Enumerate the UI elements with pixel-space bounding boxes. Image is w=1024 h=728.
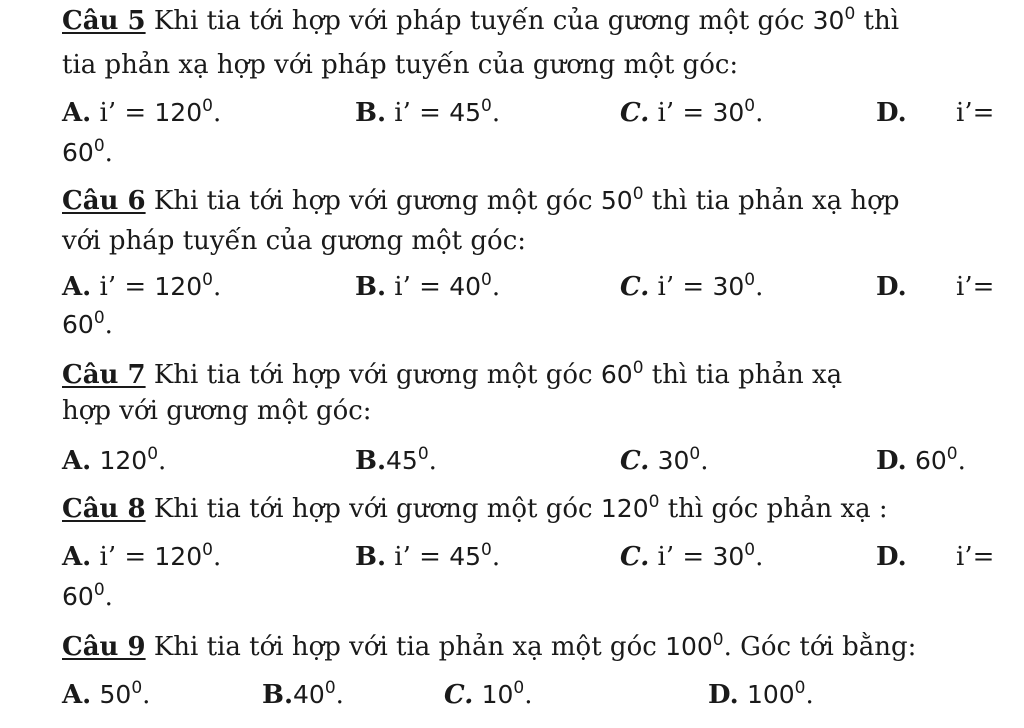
question-6-line-1 bbox=[62, 186, 899, 216]
option-value: 120 bbox=[154, 542, 203, 571]
question-5-option-d-prefix bbox=[956, 98, 994, 128]
option-suffix: . bbox=[335, 680, 344, 710]
option-prefix: i’ = bbox=[91, 98, 155, 128]
question-5-label: Câu 5 bbox=[62, 6, 146, 36]
option-prefix: i’= bbox=[956, 98, 995, 128]
option-degree: 0 bbox=[93, 136, 105, 156]
question-7-option-b[interactable] bbox=[355, 446, 437, 476]
option-letter: B. bbox=[355, 98, 387, 128]
option-letter: A. bbox=[62, 272, 92, 302]
option-suffix: . bbox=[524, 680, 533, 710]
question-9-angle: 100 bbox=[665, 632, 713, 661]
option-value: 30 bbox=[712, 98, 745, 127]
option-value: 45 bbox=[449, 98, 482, 127]
option-value: 50 bbox=[99, 680, 132, 709]
option-degree: 0 bbox=[946, 444, 958, 464]
question-5-line-2: tia phản xạ hợp với pháp tuyến của gương một góc: bbox=[62, 50, 739, 80]
question-8-option-c[interactable] bbox=[620, 542, 763, 572]
option-suffix: . bbox=[104, 310, 113, 340]
question-9-text: Khi tia tới hợp với tia phản xạ một góc bbox=[145, 632, 666, 662]
question-7-option-d[interactable] bbox=[876, 446, 966, 476]
question-9-option-c[interactable] bbox=[444, 680, 532, 710]
question-5-degree: 0 bbox=[844, 4, 856, 24]
option-prefix: i’ = bbox=[91, 272, 155, 302]
option-letter: B. bbox=[262, 680, 294, 710]
question-5-line-1 bbox=[62, 6, 899, 36]
question-6-option-c[interactable] bbox=[620, 272, 763, 302]
option-suffix: . bbox=[491, 542, 501, 572]
option-prefix bbox=[91, 446, 99, 476]
question-7-line-2: hợp với gương một góc: bbox=[62, 396, 372, 426]
question-8-text-end: thì góc phản xạ : bbox=[659, 494, 888, 524]
option-degree: 0 bbox=[689, 444, 701, 464]
option-suffix: . bbox=[700, 446, 709, 476]
option-prefix: i’ = bbox=[649, 98, 713, 128]
option-value: 120 bbox=[154, 98, 203, 127]
option-value: 60 bbox=[62, 310, 94, 339]
option-prefix: i’ = bbox=[649, 272, 713, 302]
question-7-label: Câu 7 bbox=[62, 360, 146, 390]
option-degree: 0 bbox=[481, 540, 492, 560]
option-letter: A. bbox=[62, 98, 92, 128]
option-value: 30 bbox=[712, 272, 745, 301]
question-5-option-a[interactable] bbox=[62, 98, 221, 128]
question-9-line-1 bbox=[62, 632, 916, 662]
option-suffix: . bbox=[212, 272, 222, 302]
option-value: 120 bbox=[99, 446, 148, 475]
option-suffix: . bbox=[805, 680, 814, 710]
option-suffix: . bbox=[212, 542, 222, 572]
option-letter: A. bbox=[62, 446, 92, 476]
option-degree: 0 bbox=[744, 270, 756, 290]
question-7-text: Khi tia tới hợp với gương một góc bbox=[145, 360, 601, 390]
option-letter: A. bbox=[62, 542, 92, 572]
option-prefix: i’ = bbox=[91, 542, 155, 572]
option-letter: D. bbox=[876, 98, 907, 128]
question-8-option-b[interactable] bbox=[355, 542, 500, 572]
question-9-option-b[interactable] bbox=[262, 680, 344, 710]
option-letter: C. bbox=[620, 272, 650, 302]
question-5-text-end: thì bbox=[855, 6, 900, 36]
option-letter: D. bbox=[876, 446, 907, 476]
question-9-label: Câu 9 bbox=[62, 632, 146, 662]
option-degree: 0 bbox=[93, 308, 105, 328]
question-9-text-end: . Góc tới bằng: bbox=[723, 632, 917, 662]
option-suffix: . bbox=[212, 98, 222, 128]
option-letter: D. bbox=[708, 680, 739, 710]
question-8-degree: 0 bbox=[648, 492, 660, 512]
question-6-angle: 50 bbox=[600, 186, 633, 215]
question-6-option-b[interactable] bbox=[355, 272, 500, 302]
option-suffix: . bbox=[104, 138, 113, 168]
question-8-option-d-prefix bbox=[956, 542, 994, 572]
option-suffix: . bbox=[491, 98, 501, 128]
question-9-degree: 0 bbox=[712, 630, 724, 650]
option-letter: C. bbox=[620, 446, 650, 476]
option-letter: C. bbox=[620, 542, 650, 572]
option-degree: 0 bbox=[131, 678, 143, 698]
option-suffix: . bbox=[755, 272, 764, 302]
question-6-degree: 0 bbox=[632, 184, 644, 204]
option-prefix: i’ = bbox=[386, 98, 450, 128]
question-8-option-a[interactable] bbox=[62, 542, 221, 572]
question-5-angle: 30 bbox=[812, 6, 845, 35]
option-value: 40 bbox=[293, 680, 325, 709]
option-degree: 0 bbox=[202, 540, 213, 560]
option-value: 100 bbox=[746, 680, 795, 709]
option-suffix: . bbox=[104, 582, 113, 612]
option-suffix: . bbox=[755, 98, 764, 128]
option-suffix: . bbox=[142, 680, 151, 710]
question-7-angle: 60 bbox=[600, 360, 633, 389]
option-value: 40 bbox=[449, 272, 482, 301]
option-degree: 0 bbox=[417, 444, 429, 464]
question-8-angle: 120 bbox=[600, 494, 649, 523]
question-7-text-end: thì tia phản xạ bbox=[643, 360, 843, 390]
option-value: 120 bbox=[154, 272, 203, 301]
option-prefix: i’ = bbox=[386, 542, 450, 572]
question-5-option-c[interactable] bbox=[620, 98, 763, 128]
option-value: 30 bbox=[657, 446, 690, 475]
question-8-option-d-value bbox=[62, 582, 113, 612]
question-7-option-a[interactable] bbox=[62, 446, 166, 476]
option-value: 45 bbox=[386, 446, 418, 475]
option-degree: 0 bbox=[202, 96, 213, 116]
question-6-option-a[interactable] bbox=[62, 272, 221, 302]
question-5-option-b[interactable] bbox=[355, 98, 500, 128]
option-prefix bbox=[649, 446, 657, 476]
option-suffix: . bbox=[428, 446, 437, 476]
question-8-option-d-letter[interactable] bbox=[876, 542, 907, 572]
option-suffix: . bbox=[491, 272, 501, 302]
question-6-label: Câu 6 bbox=[62, 186, 146, 216]
question-7-line-1 bbox=[62, 360, 842, 390]
question-5-text: Khi tia tới hợp với pháp tuyến của gương một góc bbox=[145, 6, 813, 36]
option-prefix bbox=[739, 680, 747, 710]
option-letter: C. bbox=[620, 98, 650, 128]
option-suffix: . bbox=[957, 446, 966, 476]
question-6-text-end: thì tia phản xạ hợp bbox=[643, 186, 900, 216]
question-6-line-2: với pháp tuyến của gương một góc: bbox=[62, 226, 527, 256]
question-8-line-1 bbox=[62, 494, 888, 524]
option-degree: 0 bbox=[481, 270, 492, 290]
question-9-option-d[interactable] bbox=[708, 680, 814, 710]
option-degree: 0 bbox=[93, 580, 105, 600]
question-8-label: Câu 8 bbox=[62, 494, 146, 524]
option-suffix: . bbox=[158, 446, 167, 476]
option-letter: D. bbox=[876, 542, 907, 572]
option-prefix: i’ = bbox=[386, 272, 450, 302]
option-degree: 0 bbox=[744, 540, 756, 560]
option-degree: 0 bbox=[147, 444, 159, 464]
question-6-option-d-prefix bbox=[956, 272, 994, 302]
option-letter: B. bbox=[355, 542, 387, 572]
option-value: 45 bbox=[449, 542, 482, 571]
question-6-option-d-letter[interactable] bbox=[876, 272, 907, 302]
option-degree: 0 bbox=[513, 678, 525, 698]
question-7-degree: 0 bbox=[632, 358, 644, 378]
question-6-option-d-value bbox=[62, 310, 113, 340]
option-letter: A. bbox=[62, 680, 92, 710]
option-degree: 0 bbox=[794, 678, 806, 698]
question-5-option-d-letter[interactable] bbox=[876, 98, 907, 128]
option-degree: 0 bbox=[202, 270, 213, 290]
option-value: 60 bbox=[62, 582, 94, 611]
option-letter: D. bbox=[876, 272, 907, 302]
option-value: 10 bbox=[481, 680, 514, 709]
question-5-option-d-value bbox=[62, 138, 113, 168]
question-7-option-c[interactable] bbox=[620, 446, 708, 476]
option-prefix: i’= bbox=[956, 272, 995, 302]
question-8-text: Khi tia tới hợp với gương một góc bbox=[145, 494, 601, 524]
option-letter: C. bbox=[444, 680, 474, 710]
option-letter: B. bbox=[355, 272, 387, 302]
option-degree: 0 bbox=[744, 96, 756, 116]
option-degree: 0 bbox=[324, 678, 336, 698]
option-value: 60 bbox=[62, 138, 94, 167]
option-suffix: . bbox=[755, 542, 764, 572]
option-prefix bbox=[473, 680, 481, 710]
option-prefix: i’ = bbox=[649, 542, 713, 572]
option-value: 60 bbox=[914, 446, 947, 475]
option-prefix: i’= bbox=[956, 542, 995, 572]
option-prefix bbox=[91, 680, 99, 710]
question-9-option-a[interactable] bbox=[62, 680, 150, 710]
option-value: 30 bbox=[712, 542, 745, 571]
option-prefix bbox=[907, 446, 915, 476]
option-letter: B. bbox=[355, 446, 387, 476]
option-degree: 0 bbox=[481, 96, 492, 116]
question-6-text: Khi tia tới hợp với gương một góc bbox=[145, 186, 601, 216]
